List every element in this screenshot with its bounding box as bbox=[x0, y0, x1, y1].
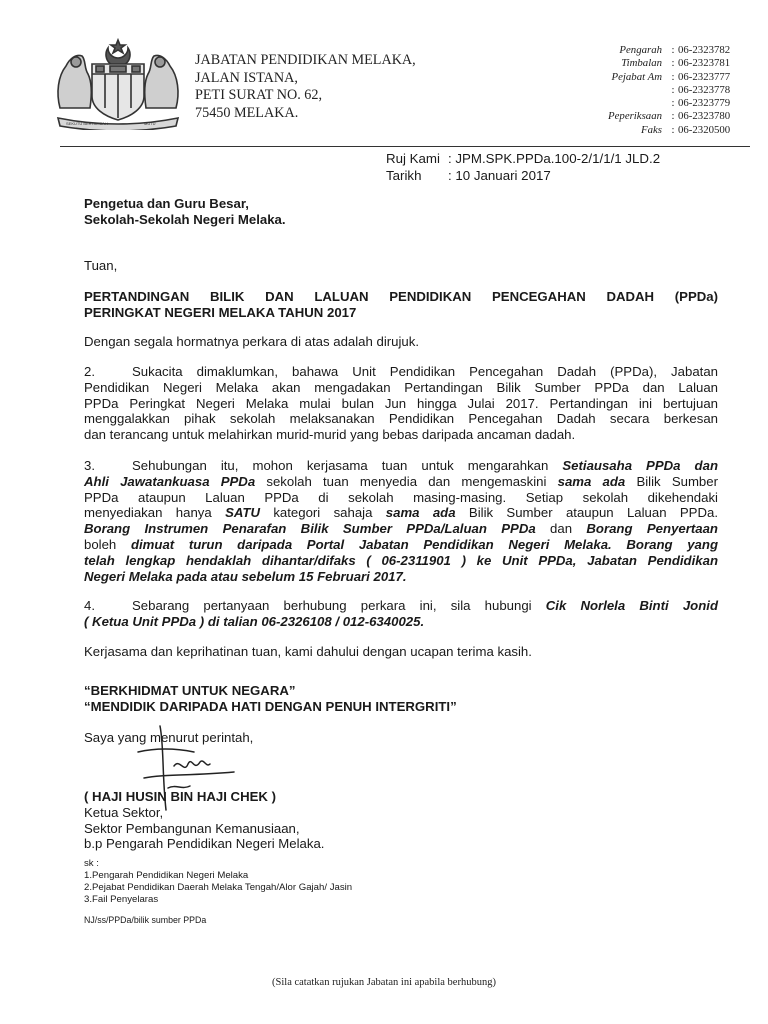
paragraph-2 bbox=[84, 364, 718, 443]
paragraph-line: boleh dimuat turun daripada Portal Jabatan Pendidikan Negeri Melaka. Borang yang bbox=[84, 536, 718, 552]
motto-line: “BERKHIDMAT UNTUK NEGARA” bbox=[84, 683, 296, 698]
phone-label bbox=[560, 84, 668, 97]
date-label: Tarikh bbox=[386, 167, 422, 183]
paragraph-number: 2. bbox=[84, 364, 95, 379]
phone-row: : 06-2323779 bbox=[560, 97, 742, 110]
paragraph-line: menyediakan hanya SATU kategori sahaja sama ada Bilik Sumber ataupun Laluan PPDa. bbox=[84, 505, 719, 521]
phone-directory bbox=[560, 44, 742, 137]
letterhead-divider bbox=[60, 146, 750, 147]
phone-label: Timbalan bbox=[621, 57, 662, 70]
paragraph-line: Negeri Melaka pada atau sebelum 15 Februari 2017. bbox=[84, 568, 407, 584]
address-line: 75450 MELAKA. bbox=[195, 104, 299, 121]
phone-number: 06-2323778 bbox=[678, 83, 731, 96]
ref-label: Ruj Kami bbox=[386, 151, 440, 166]
paragraph-line: PPDa Peringkat Negeri Melaka mulai bulan Jun hingga Julai 2017. Pertandingan ini bertujuan bbox=[84, 395, 718, 411]
phone-number: 06-2323781 bbox=[678, 57, 731, 70]
phone-row: : 06-2323778 bbox=[560, 84, 742, 97]
phone-label: Pejabat Am bbox=[611, 70, 662, 83]
footer-note: (Sila catatkan rujukan Jabatan ini apabila berhubung) bbox=[272, 977, 496, 988]
phone-label: Pengarah bbox=[619, 44, 662, 56]
date-value: : 10 Januari 2017 bbox=[448, 167, 551, 183]
subject-line: PERTANDINGAN BILIK DAN LALUAN PENDIDIKAN PENCEGAHAN DADAH (PPDa) bbox=[84, 289, 718, 304]
phone-number: 06-2323779 bbox=[678, 97, 731, 110]
recipient-block bbox=[84, 196, 718, 228]
signatory-title: b.p Pengarah Pendidikan Negeri Melaka. bbox=[84, 836, 325, 852]
signatory-block bbox=[84, 789, 718, 852]
phone-number: 06-2323777 bbox=[678, 70, 731, 83]
phone-label: Peperiksaan bbox=[608, 110, 662, 123]
coat-of-arms-icon bbox=[52, 38, 184, 130]
file-reference: NJ/ss/PPDa/bilik sumber PPDa bbox=[84, 915, 207, 925]
phone-number: 06-2323782 bbox=[678, 44, 731, 56]
subject-heading bbox=[84, 289, 718, 321]
intro-text: Dengan segala hormatnya perkara di atas adalah dirujuk. bbox=[84, 334, 420, 349]
paragraph-line: 2. Sukacita dimaklumkan, bahawa Unit Pendidikan Pencegahan Dadah (PPDa), Jabatan bbox=[84, 364, 718, 379]
address-line: JABATAN PENDIDIKAN MELAKA, bbox=[195, 52, 416, 68]
paragraph-3 bbox=[84, 458, 718, 584]
paragraph-line: dan terancang untuk melahirkan murid-murid yang bebas daripada ancaman dadah. bbox=[84, 427, 576, 443]
department-address bbox=[195, 52, 416, 122]
paragraph-4 bbox=[84, 598, 718, 630]
motto-block bbox=[84, 683, 718, 715]
phone-row: Faks : 06-2320500 bbox=[560, 124, 742, 137]
cc-list bbox=[84, 858, 352, 906]
paragraph-line: menggalakkan pihak sekolah melaksanakan Pendidikan Pencegahan Dadah secara berkesan bbox=[84, 411, 718, 427]
paragraph-line: 4. Sebarang pertanyaan berhubung perkara ini, sila hubungi Cik Norlela Binti Jonid bbox=[84, 598, 718, 613]
phone-number: 06-2323780 bbox=[678, 110, 731, 123]
salutation: Tuan, bbox=[84, 258, 118, 273]
phone-label: Faks bbox=[641, 123, 662, 136]
address-line: PETI SURAT NO. 62, bbox=[195, 87, 323, 103]
signatory-title: Sektor Pembangunan Kemanusiaan, bbox=[84, 820, 300, 836]
recipient-line: Sekolah-Sekolah Negeri Melaka. bbox=[84, 211, 286, 227]
paragraph-line: Ahli Jawatankuasa PPDa sekolah tuan menyedia dan mengemaskini sama ada Bilik Sumber bbox=[84, 473, 718, 489]
phone-row: Pengarah : 06-2323782 bbox=[560, 44, 742, 57]
cc-label: sk : bbox=[84, 858, 99, 869]
paragraph-line: telah lengkap hendaklah dihantar/difaks ( 06-2311901 ) ke Unit PPDa, Jabatan Pendidikan bbox=[84, 552, 718, 568]
paragraph-line: ( Ketua Unit PPDa ) di talian 06-2326108 / 012-6340025. bbox=[84, 613, 425, 629]
paragraph-line: Borang Instrumen Penarafan Bilik Sumber PPDa/Laluan PPDa dan Borang Penyertaan bbox=[84, 521, 718, 537]
subject-line: PERINGKAT NEGERI MELAKA TAHUN 2017 bbox=[84, 304, 357, 320]
address-line: JALAN ISTANA, bbox=[195, 69, 298, 86]
crest-motto-left: SEKUTU BERTAMBAH bbox=[66, 121, 108, 126]
cc-item: 2.Pejabat Pendidikan Daerah Melaka Tengah/Alor Gajah/ Jasin bbox=[84, 882, 353, 893]
phone-row: Timbalan : 06-2323781 bbox=[560, 57, 742, 70]
paragraph-number: 3. bbox=[84, 458, 95, 473]
paragraph-number: 4. bbox=[84, 598, 95, 613]
phone-row: Peperiksaan : 06-2323780 bbox=[560, 110, 742, 123]
paragraph-line: PPDa ataupun Laluan PPDa di sekolah masing-masing. Setiap sekolah dikehendaki bbox=[84, 489, 718, 505]
phone-number: 06-2320500 bbox=[678, 123, 731, 136]
crest-motto-right: MUTU bbox=[144, 121, 156, 126]
signatory-name: ( HAJI HUSIN BIN HAJI CHEK ) bbox=[84, 789, 276, 804]
recipient-line: Pengetua dan Guru Besar, bbox=[84, 196, 249, 211]
cc-item: 1.Pengarah Pendidikan Negeri Melaka bbox=[84, 870, 249, 881]
reference-block bbox=[386, 151, 660, 184]
phone-label bbox=[560, 97, 668, 110]
paragraph-line: Pendidikan Negeri Melaka akan mengadakan Pertandingan Bilik Sumber PPDa dan Laluan bbox=[84, 379, 718, 395]
cc-item: 3.Fail Penyelaras bbox=[84, 894, 159, 905]
signatory-title: Ketua Sektor, bbox=[84, 804, 164, 820]
phone-row: Pejabat Am : 06-2323777 bbox=[560, 71, 742, 84]
motto-line: “MENDIDIK DARIPADA HATI DENGAN PENUH INTERGRITI” bbox=[84, 698, 457, 714]
closing-text: Kerjasama dan keprihatinan tuan, kami dahului dengan ucapan terima kasih. bbox=[84, 644, 532, 659]
paragraph-line: 3. Sehubungan itu, mohon kerjasama tuan untuk mengarahkan Setiausaha PPDa dan bbox=[84, 458, 718, 473]
ref-number: : JPM.SPK.PPDa.100-2/1/1/1 JLD.2 bbox=[448, 151, 661, 166]
signoff-text: Saya yang menurut perintah, bbox=[84, 730, 254, 745]
